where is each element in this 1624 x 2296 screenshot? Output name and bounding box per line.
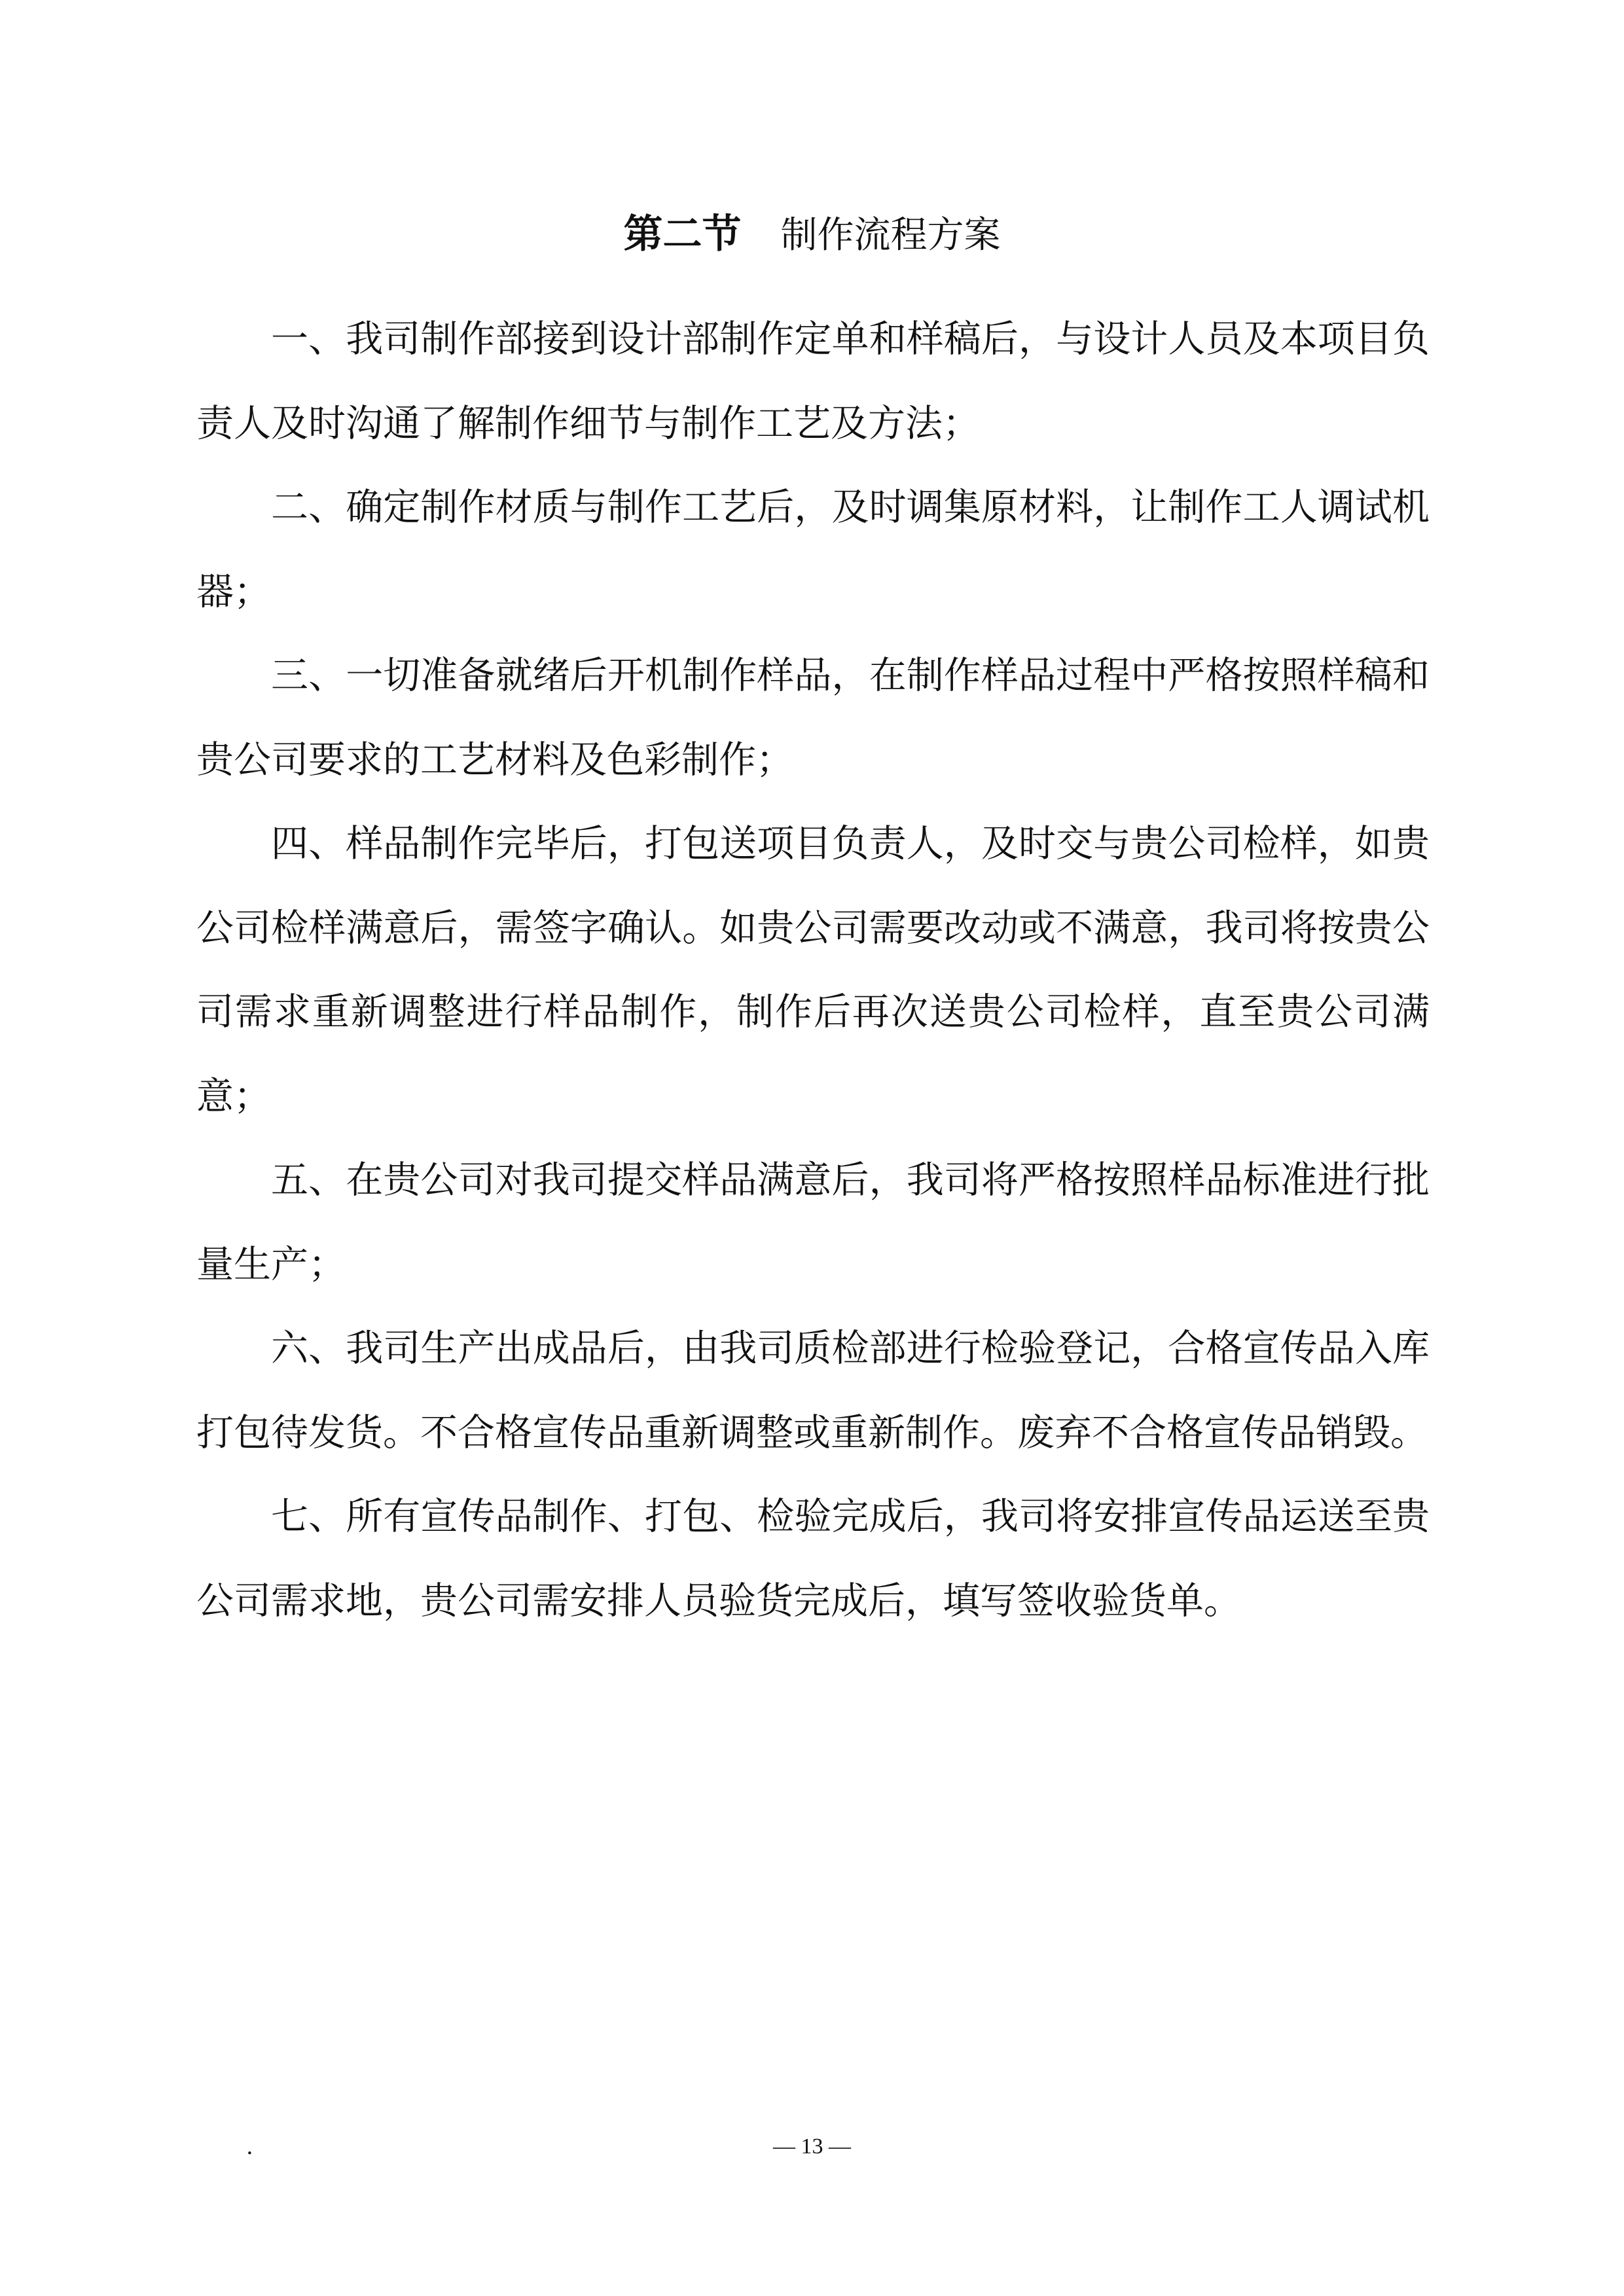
paragraph-6: 六、我司生产出成品后，由我司质检部进行检验登记，合格宣传品入库打包待发货。不合格宣传品重新调整或重新制作。废弃不合格宣传品销毁。 [196,1327,1430,1454]
section-title: 制作流程方案 [780,214,1001,257]
body-text [196,297,1430,1643]
paragraph-2: 二、确定制作材质与制作工艺后，及时调集原材料，让制作工人调试机器； [196,486,1430,613]
paragraph-4: 四、样品制作完毕后，打包送项目负责人，及时交与贵公司检样，如贵公司检样满意后，需签字确认。如贵公司需要改动或不满意，我司将按贵公司需求重新调整进行样品制作，制作后再次送贵公司检样，直至贵公司满意； [196,822,1430,1118]
paragraph-7: 七、所有宣传品制作、打包、检验完成后，我司将安排宣传品运送至贵公司需求地，贵公司需安排人员验货完成后，填写签收验货单。 [196,1495,1430,1623]
section-heading [0,208,1624,262]
page-number: — 13 — [773,2134,851,2159]
footer-dot: . [246,2134,253,2160]
paragraph-3: 三、一切准备就绪后开机制作样品，在制作样品过程中严格按照样稿和贵公司要求的工艺材料及色彩制作； [196,654,1430,781]
section-label: 第二节 [623,211,742,257]
page-footer [0,2127,1624,2166]
paragraph-1: 一、我司制作部接到设计部制作定单和样稿后，与设计人员及本项目负责人及时沟通了解制作细节与制作工艺及方法； [196,317,1430,445]
paragraph-5: 五、在贵公司对我司提交样品满意后，我司将严格按照样品标准进行批量生产； [196,1158,1430,1286]
